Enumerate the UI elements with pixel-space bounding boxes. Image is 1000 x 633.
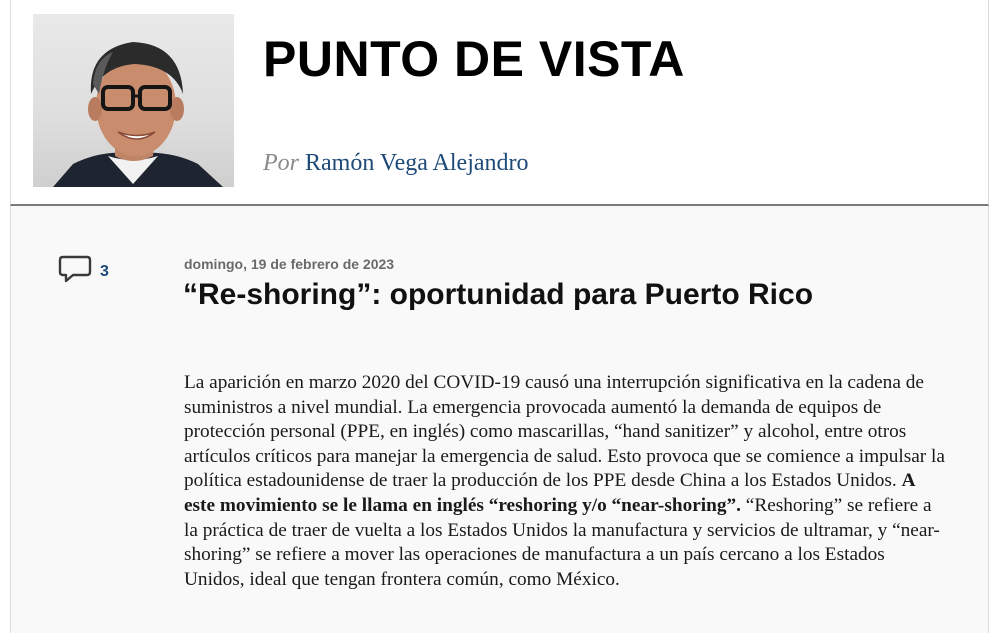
comment-count: 3 bbox=[100, 262, 109, 280]
section-title: PUNTO DE VISTA bbox=[263, 31, 685, 87]
column-header bbox=[10, 0, 989, 206]
article-date: domingo, 19 de febrero de 2023 bbox=[184, 256, 395, 272]
article-headline[interactable]: “Re-shoring”: oportunidad para Puerto Rico bbox=[183, 278, 814, 311]
body-bold-text: A este movimiento se le llama en inglés “reshoring y/o “near-shoring”. bbox=[184, 470, 915, 516]
author-photo bbox=[33, 14, 234, 187]
article-body bbox=[184, 371, 950, 592]
body-text-continued: “Reshoring” se refiere a la práctica de traer de vuelta a los Estados Unidos la manufactura y servicios de ultramar, y “near-shoring” se refiere a mover las operaciones de manufactura a un país cercano a los Estados Unidos, ideal que tengan frontera común, como México. bbox=[184, 494, 940, 590]
author-link[interactable]: Ramón Vega Alejandro bbox=[305, 150, 529, 176]
byline-prefix: Por bbox=[263, 150, 299, 176]
byline bbox=[263, 150, 529, 177]
body-text: La aparición en marzo 2020 del COVID-19 causó una interrupción significativa en la cadena de suministros a nivel mundial. La emergencia provocada aumentó la demanda de equipos de protección personal (PPE, en inglés) como mascarillas, “hand sanitizer” y alcohol, entre otros artículos críticos para manejar la emergencia de salud. Esto provoca que se comience a impulsar la política estadounidense de traer la producción de los PPE desde China a los Estados Unidos. bbox=[184, 372, 945, 492]
comments-link[interactable] bbox=[58, 254, 109, 289]
speech-bubble-icon bbox=[58, 254, 92, 289]
author-portrait-image bbox=[33, 14, 234, 187]
